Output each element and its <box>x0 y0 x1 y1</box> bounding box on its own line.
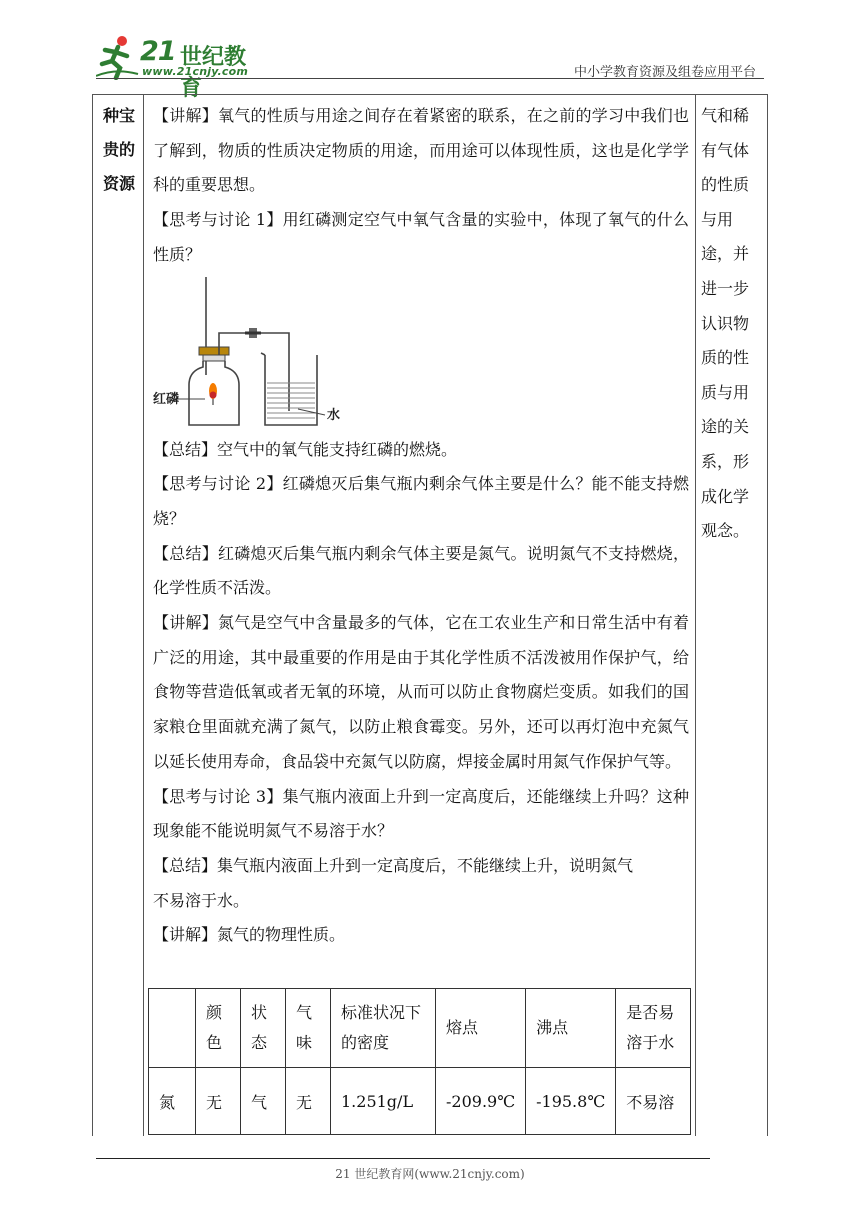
objective-column <box>701 99 763 549</box>
column-divider <box>695 95 696 1136</box>
paragraph: 【讲解】氮气是空气中含量最多的气体，它在工农业生产和日常生活中有着广泛的用途，其中最重要的作用是由于其化学性质不活泼被用作保护气，给食物等营造低氧或者无氧的环境，从而可以防止食物腐烂变质。如我们的国家粮仓里面就充满了氮气，以防止粮食霉变。另外，还可以再灯泡中充氮气以延长使用寿命，食品袋中充氮气以防腐，焊接金属时用氮气作保护气等。 <box>153 613 689 771</box>
paragraph: 【总结】集气瓶内液面上升到一定高度后，不能继续上升，说明氮气 <box>153 855 634 875</box>
paragraph: 【总结】空气中的氧气能支持红磷的燃烧。 <box>153 439 458 459</box>
apparatus-diagram <box>153 275 353 427</box>
objective-line: 途，并 <box>701 244 750 264</box>
objective-line: 有气体 <box>701 140 750 160</box>
section-title <box>99 99 139 201</box>
table-cell: 无 <box>196 1068 241 1135</box>
paragraph: 【思考与讨论 1】用红磷测定空气中氧气含量的实验中，体现了氧气的什么性质？ <box>153 210 689 264</box>
platform-name: 中小学教育资源及组卷应用平台 <box>573 65 756 80</box>
paragraph: 【总结】红磷熄灭后集气瓶内剩余气体主要是氮气。说明氮气不支持燃烧，化学性质不活泼。 <box>153 543 689 598</box>
objective-line: 进一步 <box>701 278 750 298</box>
site-logo <box>96 34 266 101</box>
paragraph: 【讲解】氧气的性质与用途之间存在着紧密的联系，在之前的学习中我们也了解到，物质的性质决定物质的用途，而用途可以体现性质，这也是化学学科的重要思想。 <box>153 106 689 195</box>
objective-line: 系，形 <box>701 451 750 471</box>
objective-line: 与用 <box>701 209 734 229</box>
table-row <box>149 1068 691 1135</box>
table-cell: 1.251g/L <box>331 1068 436 1135</box>
paragraph: 不易溶于水。 <box>153 890 250 910</box>
table-header-cell: 颜 色 <box>196 989 241 1068</box>
objective-line: 观念。 <box>701 521 750 541</box>
objective-line: 认识物 <box>701 313 750 333</box>
header-divider <box>96 78 764 79</box>
section-title-line: 贵的 <box>102 140 135 159</box>
table-header-cell: 沸点 <box>526 989 616 1068</box>
logo-url: www.21cnjy.com <box>142 65 249 78</box>
objective-line: 途的关 <box>701 417 750 437</box>
paragraph: 【思考与讨论 2】红磷熄灭后集气瓶内剩余气体主要是什么？能不能支持燃烧？ <box>153 474 689 528</box>
table-header-cell: 气 味 <box>286 989 331 1068</box>
table-header-cell: 是否易 溶于水 <box>616 989 691 1068</box>
footer-text: 21 世纪教育网(www.21cnjy.com) <box>335 1167 525 1181</box>
paragraph: 【思考与讨论 3】集气瓶内液面上升到一定高度后，还能继续上升吗？这种现象能不能说明氮气不易溶于水？ <box>153 786 689 841</box>
table-header-cell <box>149 989 196 1068</box>
section-title-line: 种宝 <box>102 106 135 125</box>
logo-text: 世纪教育 <box>180 45 247 101</box>
column-divider <box>143 95 144 1136</box>
table-cell: -195.8℃ <box>526 1068 616 1135</box>
table-cell: 氮 <box>149 1068 196 1135</box>
table-header-row <box>149 989 691 1068</box>
table-header-cell: 熔点 <box>436 989 526 1068</box>
objective-line: 成化学 <box>701 486 750 506</box>
teaching-content <box>153 99 689 953</box>
objective-line: 气和稀 <box>701 106 750 125</box>
lesson-table <box>92 94 768 1136</box>
logo-number: 21 <box>140 36 176 67</box>
objective-line: 质与用 <box>701 382 750 402</box>
section-title-line: 资源 <box>102 174 135 193</box>
table-cell: 无 <box>286 1068 331 1135</box>
experiment-figure <box>153 275 353 427</box>
paragraph: 【讲解】氮气的物理性质。 <box>153 925 346 945</box>
phosphorus-label: 红磷 <box>153 391 180 407</box>
objective-line: 的性质 <box>701 175 750 195</box>
table-cell: 不易溶 <box>616 1068 691 1135</box>
footer-divider <box>96 1158 710 1159</box>
table-cell: -209.9℃ <box>436 1068 526 1135</box>
table-header-cell: 标准状况下 的密度 <box>331 989 436 1068</box>
table-header-cell: 状 态 <box>241 989 286 1068</box>
runner-logo-icon <box>96 34 140 80</box>
nitrogen-properties-table <box>148 988 691 1135</box>
objective-line: 质的性 <box>701 348 750 368</box>
table-cell: 气 <box>241 1068 286 1135</box>
water-label: 水 <box>327 407 341 423</box>
